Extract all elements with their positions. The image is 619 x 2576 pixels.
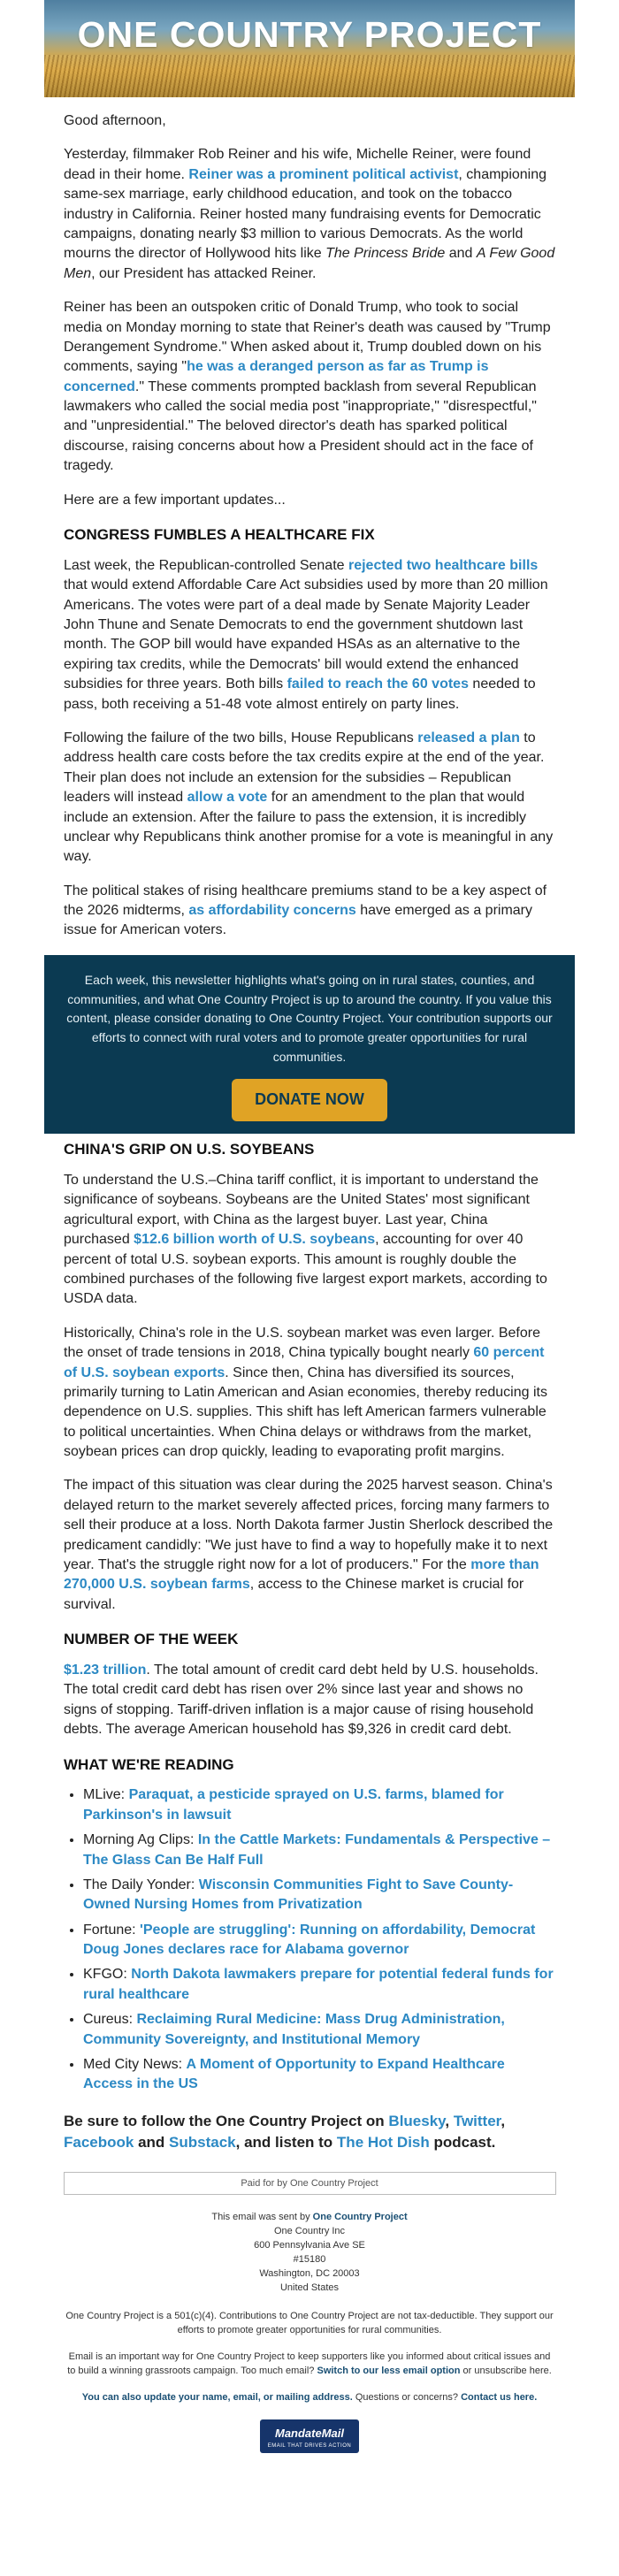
address-line: #15180: [293, 2254, 326, 2266]
reading-link[interactable]: North Dakota lawmakers prepare for potential federal funds for rural healthcare: [83, 1967, 554, 2002]
reading-link[interactable]: 'People are struggling': Running on affordability, Democrat Doug Jones declares race for Alabama governor: [83, 1922, 536, 1958]
reading-source: The Daily Yonder:: [83, 1877, 199, 1892]
inline-link[interactable]: 60 percent of U.S. soybean exports: [64, 1345, 545, 1380]
reading-source: Cureus:: [83, 2012, 137, 2028]
email-note-text: Email is an important way for One Country Project to keep supporters like you informed about critical issues and to build a winning grassroots campaign. Too much email?: [67, 2351, 551, 2376]
inline-link[interactable]: rejected two healthcare bills: [348, 557, 539, 573]
brand-title: ONE COUNTRY PROJECT: [77, 14, 542, 55]
text-run: Historically, China's role in the U.S. soybean market was even larger. Before the onset of trade tensions in 2018, China typically bought nearly: [64, 1325, 540, 1361]
inline-link[interactable]: $12.6 billion worth of U.S. soybeans: [134, 1232, 376, 1248]
text-run: , and listen to: [235, 2133, 337, 2151]
text-run: Yesterday, filmmaker Rob Reiner and his wife, Michelle Reiner, were found dead in their home.: [64, 147, 531, 182]
list-item: [83, 1785, 555, 1825]
intro-paragraph-1: [64, 145, 555, 284]
list-item: [83, 1876, 555, 1915]
text-run: and: [134, 2133, 170, 2151]
inline-link[interactable]: The Hot Dish: [336, 2133, 430, 2151]
text-run: ,: [445, 2112, 454, 2129]
reading-source: Med City News:: [83, 2057, 187, 2073]
text-run: for an amendment to the plan that would include an extension. After the failure to pass the extension, it is incredibly unclear why Republicans think another promise for a vote is meaningful in any way.: [64, 790, 554, 865]
inline-link[interactable]: as affordability concerns: [188, 903, 356, 919]
text-run: ,: [501, 2112, 506, 2129]
text-run: and: [445, 246, 477, 262]
sent-by-label: This email was sent by: [211, 2212, 313, 2223]
number-paragraph: [64, 1661, 555, 1740]
donate-box: [44, 955, 575, 1134]
text-run: Last week, the Republican-controlled Senate: [64, 557, 348, 573]
text-run: Following the failure of the two bills, House Republicans: [64, 730, 418, 745]
reading-link[interactable]: A Moment of Opportunity to Expand Healthcare Access in the US: [83, 2057, 505, 2092]
wheat-field-image: [44, 55, 575, 97]
inline-link[interactable]: Reiner was a prominent political activist: [188, 166, 459, 182]
badge-title: MandateMail: [274, 2426, 344, 2440]
list-item: [83, 2055, 555, 2095]
text-run: podcast.: [429, 2133, 496, 2151]
inline-link[interactable]: more than 270,000 U.S. soybean farms: [64, 1557, 539, 1593]
text-run: . The total amount of credit card debt held by U.S. households. The total credit card debt has risen over 2% since last year and shows no signs of stopping. Tariff-driven inflation is a major cause of rising household debts. The average American household has $9,326 in credit card debt.: [64, 1662, 539, 1738]
text-run: needed to pass, both receiving a 51-48 vote almost entirely on party lines.: [64, 676, 536, 712]
badge-tagline: EMAIL THAT DRIVES ACTION: [267, 2442, 352, 2449]
inline-link[interactable]: Substack: [169, 2133, 236, 2151]
healthcare-paragraph-2: [64, 729, 555, 868]
china-paragraph-3: [64, 1476, 555, 1615]
address-line: One Country Inc: [273, 2226, 346, 2237]
header-banner: [44, 0, 575, 97]
paid-for-disclaimer: Paid for by One Country Project: [64, 2172, 556, 2195]
text-run: that would extend Affordable Care Act subsidies used by more than 20 million Americans. The votes were part of a deal made by Senate Majority Leader John Thune and Senate Democrats to end the government shutdown last month. The GOP bill would have expanded HSAs as an alternative to the expiring tax credits, while the Democrats' bill would extend the enhanced subsidies for three years. Both bills: [64, 577, 548, 692]
reading-link[interactable]: In the Cattle Markets: Fundamentals & Perspective – The Glass Can Be Half Full: [83, 1832, 551, 1868]
reading-heading: WHAT WE'RE READING: [64, 1755, 234, 1773]
sent-by-line: [64, 2211, 555, 2225]
healthcare-heading: CONGRESS FUMBLES A HEALTHCARE FIX: [64, 526, 375, 544]
text-run: Be sure to follow the One Country Project on: [64, 2112, 389, 2129]
text-run: ." These comments prompted backlash from several Republican lawmakers who called the social media post "inappropriate," "disrespectful," and "unpresidential." The beloved director's death has sparked political discourse, raising concerns about how a President should act in the face of tragedy.: [64, 378, 537, 474]
text-run: to address health care costs before the tax credits expire at the end of the year. Their plan does not include an extension for the subsidies – Republican leaders will instead: [64, 730, 545, 806]
text-run: Reiner has been an outspoken critic of Donald Trump, who took to social media on Monday morning to state that Reiner's death was caused by "Trump Derangement Syndrome." When asked about it, Trump doubled down on his comments, saying ": [64, 300, 551, 375]
list-item: [83, 2010, 555, 2050]
inline-link[interactable]: allow a vote: [187, 790, 268, 806]
intro-paragraph-3: [64, 491, 555, 510]
text-run: The political stakes of rising healthcare premiums stand to be a key aspect of the 2026 midterms,: [64, 883, 547, 919]
reading-source: Fortune:: [83, 1922, 141, 1938]
address-line: United States: [279, 2282, 340, 2294]
tax-disclaimer: One Country Project is a 501(c)(4). Contributions to One Country Project are not tax-deductible. They support our efforts to promote greater opportunities for rural communities.: [65, 2311, 554, 2335]
text-run: . Since then, China has diversified its sources, primarily turning to Latin American and Asian economies, thereby reducing its dependence on U.S. supplies. This shift has left American farmers vulnerable to political uncertainties. When China delays or withdraws from the market, soybean prices can drop quickly, leading to evaporating profit margins.: [64, 1364, 547, 1460]
inline-link[interactable]: Facebook: [64, 2133, 134, 2151]
reading-link[interactable]: Wisconsin Communities Fight to Save County-Owned Nursing Homes from Privatization: [83, 1877, 514, 1913]
reading-link[interactable]: Paraquat, a pesticide sprayed on U.S. farms, blamed for Parkinson's in lawsuit: [83, 1787, 504, 1823]
reading-list: [64, 1785, 555, 2094]
mandatemail-logo[interactable]: [260, 2419, 359, 2453]
update-info-link[interactable]: You can also update your name, email, or mailing address.: [81, 2391, 353, 2403]
china-paragraph-1: [64, 1171, 555, 1310]
footer: [44, 2195, 575, 2452]
inline-link[interactable]: $1.23 trillion: [64, 1662, 147, 1678]
list-item: [83, 1921, 555, 1961]
list-item: [83, 1831, 555, 1870]
healthcare-paragraph-3: [64, 882, 555, 941]
update-line: [64, 2391, 555, 2405]
inline-link[interactable]: failed to reach the 60 votes: [287, 676, 469, 692]
reading-source: MLive:: [83, 1787, 129, 1803]
text-run: , access to the Chinese market is crucial for survival.: [64, 1577, 524, 1612]
list-item: [83, 1965, 555, 2005]
less-email-link[interactable]: Switch to our less email option: [317, 2365, 461, 2376]
text-run: To understand the U.S.–China tariff conflict, it is important to understand the significance of soybeans. Soybeans are the United States' most significant agricultural export, with China as the largest buyer. Last year, China purchased: [64, 1172, 539, 1248]
inline-link[interactable]: he was a deranged person as far as Trump is concerned: [64, 359, 489, 394]
healthcare-paragraph-1: [64, 556, 555, 715]
follow-paragraph: [64, 2111, 555, 2153]
reading-source: Morning Ag Clips:: [83, 1832, 198, 1848]
intro-paragraph-2: [64, 298, 555, 477]
reading-source: KFGO:: [83, 1967, 132, 1983]
greeting: Good afternoon,: [64, 113, 166, 128]
donate-button[interactable]: DONATE NOW: [232, 1079, 387, 1121]
china-heading: CHINA'S GRIP ON U.S. SOYBEANS: [64, 1141, 315, 1158]
text-run: , accounting for over 40 percent of total U.S. soybean exports. This amount is roughly double the combined purchases of the following five largest export markets, according to USDA data.: [64, 1232, 547, 1307]
address-line: 600 Pennsylvania Ave SE: [254, 2240, 365, 2251]
inline-link[interactable]: released a plan: [417, 730, 520, 745]
unsubscribe-link[interactable]: or unsubscribe here.: [460, 2365, 552, 2376]
donate-text: Each week, this newsletter highlights what's going on in rural states, counties, and communities, and what One Country Project is up to around the country. If you value this content, please consider donating to One Country Project. Your contribution supports our efforts to connect with rural voters and to promote greater opportunities for rural communities.: [66, 972, 553, 1064]
emphasis-text: The Princess Bride: [325, 246, 446, 262]
address-line: Washington, DC 20003: [259, 2268, 360, 2280]
reading-link[interactable]: Reclaiming Rural Medicine: Mass Drug Administration, Community Sovereignty, and Institutional Memory: [83, 2012, 505, 2047]
text-run: have emerged as a primary issue for American voters.: [64, 903, 532, 938]
text-run: Here are a few important updates...: [64, 492, 286, 508]
email-note: [64, 2351, 555, 2379]
inline-link[interactable]: Twitter: [453, 2112, 501, 2129]
org-link[interactable]: One Country Project: [312, 2212, 408, 2223]
contact-link[interactable]: Contact us here.: [461, 2391, 538, 2403]
text-run: The impact of this situation was clear during the 2025 harvest season. China's delayed return to the market severely affected prices, forcing many farmers to sell their produce at a loss. North Dakota farmer Justin Sherlock described the predicament candidly: "We just have to find a way to hopefully make it to next year. That's the struggle right now for a lot of producers." For the: [64, 1478, 554, 1573]
inline-link[interactable]: Bluesky: [388, 2112, 446, 2129]
number-heading: NUMBER OF THE WEEK: [64, 1631, 239, 1648]
emphasis-text: A Few Good Men: [64, 246, 555, 281]
text-run: , championing same-sex marriage, early childhood education, and took on the tobacco industry in California. Reiner hosted many fundraising events for Democratic campaigns, donating nearly $3 million to various Democrats. As the world mourns the director of Hollywood hits like: [64, 166, 547, 262]
china-paragraph-2: [64, 1324, 555, 1463]
questions-text: Questions or concerns?: [352, 2391, 462, 2403]
text-run: , our President has attacked Reiner.: [91, 265, 317, 281]
